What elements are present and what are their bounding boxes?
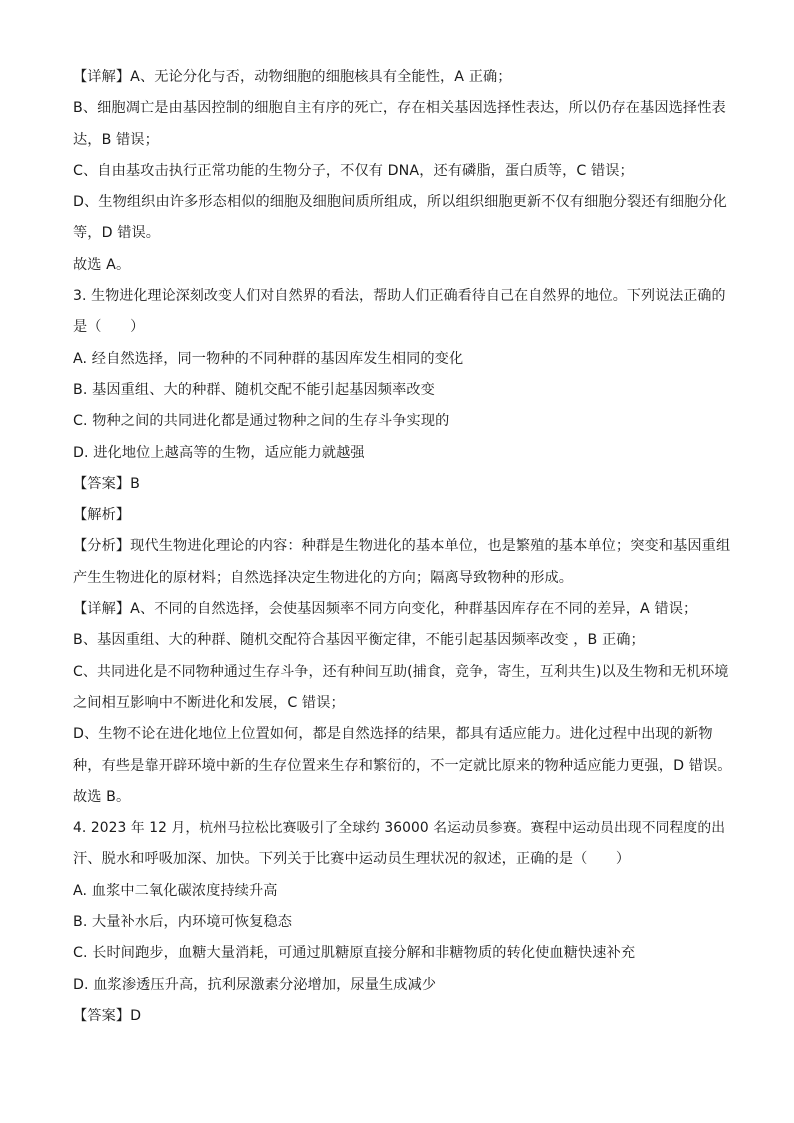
text-line-choose-a: 故选 A。: [73, 256, 131, 273]
question-3-detail-a: 【详解】A、不同的自然选择，会使基因频率不同方向变化，种群基因库存在不同的差异，A 错误；: [73, 601, 698, 618]
question-4-option-d: D. 血浆渗透压升高，抗利尿激素分泌增加，尿量生成减少: [73, 976, 437, 993]
question-3-detail-c1: C、共同进化是不同物种通过生存斗争，还有种间互助(捕食，竞争，寄生，互利共生)以及生物和无机环境: [73, 663, 729, 680]
text-line-detail-1: 【详解】A、无论分化与否，动物细胞的细胞核具有全能性，A 正确；: [73, 69, 512, 85]
question-4-stem-cont: 汗、脱水和呼吸加深、加快。下列关于比赛中运动员生理状况的叙述，正确的是（ ）: [73, 851, 631, 868]
text-line-detail-6: 等，D 错误。: [73, 225, 161, 242]
question-3-detail-b: B、基因重组、大的种群、随机交配符合基因平衡定律，不能引起基因频率改变 ，B 正确；: [73, 632, 645, 649]
question-3-choose-b: 故选 B。: [73, 788, 131, 805]
text-line-detail-5: D、生物组织由许多形态相似的细胞及细胞间质所组成，所以组织细胞更新不仅有细胞分裂还有细胞分化: [73, 194, 727, 211]
question-3-option-a: A. 经自然选择，同一物种的不同种群的基因库发生相同的变化: [73, 350, 464, 367]
document-body: [73, 62, 733, 1032]
question-3-option-b: B. 基因重组、大的种群、随机交配不能引起基因频率改变: [73, 381, 435, 398]
question-3-analysis-2: 产生生物进化的原材料；自然选择决定生物进化的方向；隔离导致物种的形成。: [73, 569, 574, 586]
question-3-detail-d1: D、生物不论在进化地位上位置如何，都是自然选择的结果，都具有适应能力。进化过程中出现的新物: [73, 726, 713, 743]
question-3-answer: 【答案】B: [73, 475, 140, 492]
question-3-detail-c2: 之间相互影响中不断进化和发展，C 错误；: [73, 694, 345, 711]
question-4-option-c: C. 长时间跑步，血糖大量消耗，可通过肌糖原直接分解和非糖物质的转化使血糖快速补充: [73, 945, 636, 962]
question-3-analysis-1: 【分析】现代生物进化理论的内容：种群是生物进化的基本单位，也是繁殖的基本单位；突变和基因重组: [73, 538, 731, 555]
question-3-detail-d2: 种，有些是靠开辟环境中新的生存位置来生存和繁衍的，不一定就比原来的物种适应能力更强，D 错误。: [73, 757, 732, 774]
question-3-stem: 3. 生物进化理论深刻改变人们对自然界的看法，帮助人们正确看待自己在自然界的地位。下列说法正确的: [73, 288, 726, 305]
text-line-detail-4: C、自由基攻击执行正常功能的生物分子，不仅有 DNA，还有磷脂，蛋白质等，C 错误；: [73, 162, 634, 179]
question-3-analysis-heading: 【解析】: [73, 507, 131, 524]
question-4-option-a: A. 血浆中二氧化碳浓度持续升高: [73, 882, 278, 899]
question-4-answer: 【答案】D: [73, 1007, 142, 1024]
text-line-detail-3: 达，B 错误；: [73, 131, 159, 148]
question-3-stem-cont: 是（ ）: [73, 319, 145, 336]
question-4-stem: 4. 2023 年 12 月，杭州马拉松比赛吸引了全球约 36000 名运动员参赛。赛程中运动员出现不同程度的出: [73, 820, 726, 837]
question-3-option-d: D. 进化地位上越高等的生物，适应能力就越强: [73, 444, 365, 461]
question-3-option-c: C. 物种之间的共同进化都是通过物种之间的生存斗争实现的: [73, 413, 450, 430]
text-line-detail-2: B、细胞凋亡是由基因控制的细胞自主有序的死亡，存在相关基因选择性表达，所以仍存在基因选择性表: [73, 100, 726, 117]
question-4-option-b: B. 大量补水后，内环境可恢复稳态: [73, 914, 293, 931]
